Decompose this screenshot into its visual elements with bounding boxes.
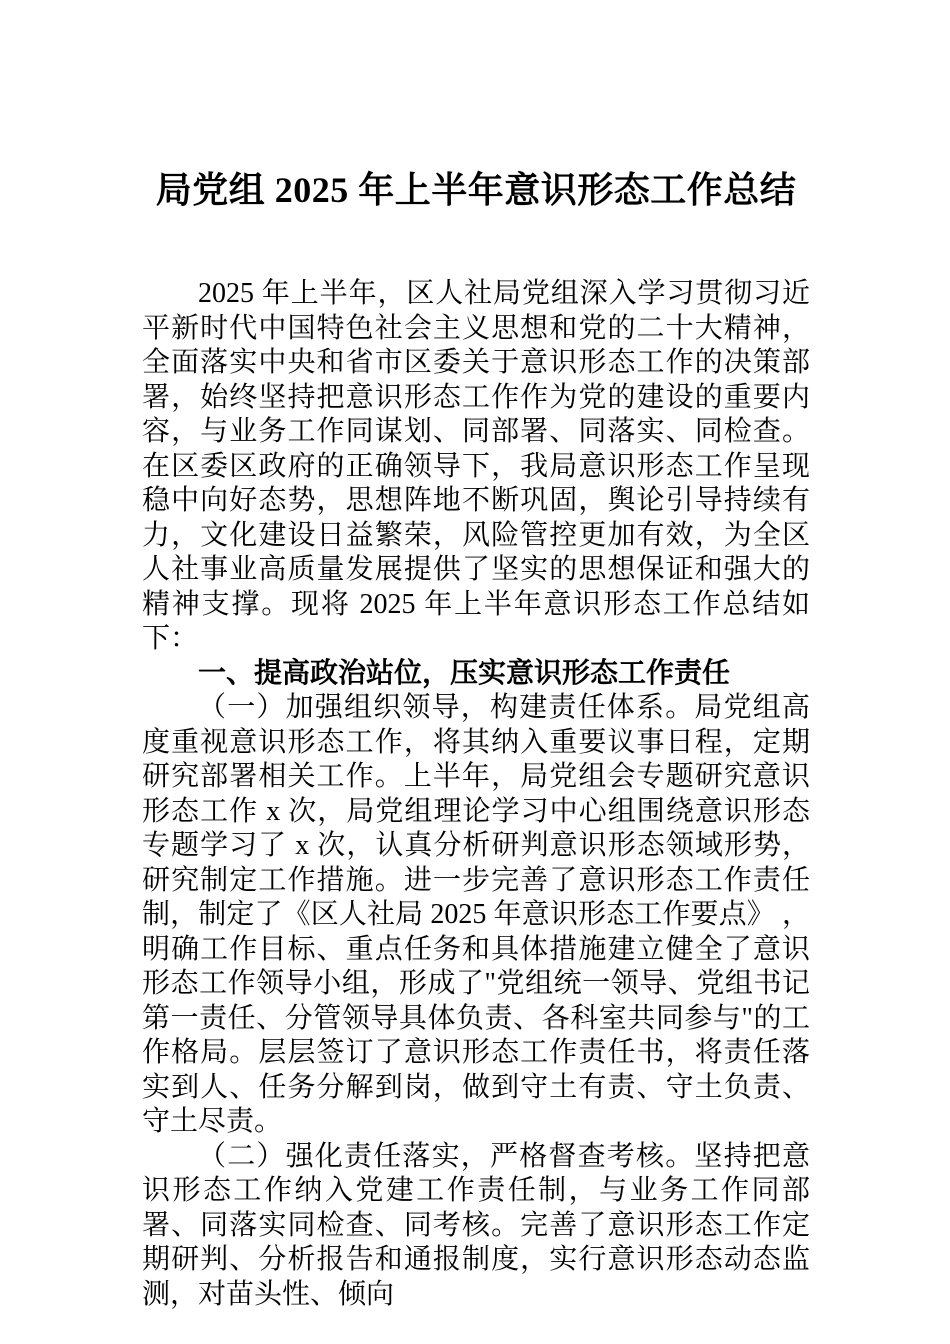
section-heading: 一、提高政治站位，压实意识形态工作责任 (198, 657, 731, 689)
body-paragraph: （二）强化责任落实，严格督查考核。坚持把意识形态工作纳入党建工作责任制，与业务工作同部署、同落实同检查、同考核。完善了意识形态工作定期研判、分析报告和通报制度，实行意识形态动态监测，对苗头性、倾向 (142, 1140, 810, 1310)
body-paragraph: （一）加强组织领导，构建责任体系。局党组高度重视意识形态工作，将其纳入重要议事日程，定期研究部署相关工作。上半年，局党组会专题研究意识形态工作 x 次，局党组理论学习中心组围绕意识形态专题学习了 x 次，认真分析研判意识形态领域形势，研究制定工作措施。进一步完善了意识形态工作责任制，制定了《区人社局 2025 年意识形态工作要点》 ，明确工作目标、重点任务和具体措施建立健全了意识形态工作领导小组，形成了"党组统一领导、党组书记第一责任、分管领导具体负责、各科室共同参与"的工作格局。层层签订了意识形态工作责任书，将责任落实到人、任务分解到岗，做到守土有责、守土负责、守土尽责。 (142, 692, 810, 1137)
document-body (142, 277, 810, 1312)
body-paragraph: 2025 年上半年，区人社局党组深入学习贯彻习近平新时代中国特色社会主义思想和党的二十大精神，全面落实中央和省市区委关于意识形态工作的决策部署，始终坚持把意识形态工作作为党的建设的重要内容，与业务工作同谋划、同部署、同落实、同检查。在区委区政府的正确领导下，我局意识形态工作呈现稳中向好态势，思想阵地不断巩固，舆论引导持续有力，文化建设日益繁荣，风险管控更加有效，为全区人社事业高质量发展提供了坚实的思想保证和强大的精神支撑。现将 2025 年上半年意识形态工作总结如下： (142, 278, 810, 654)
document-title: 局党组 2025 年上半年意识形态工作总结 (155, 170, 797, 210)
